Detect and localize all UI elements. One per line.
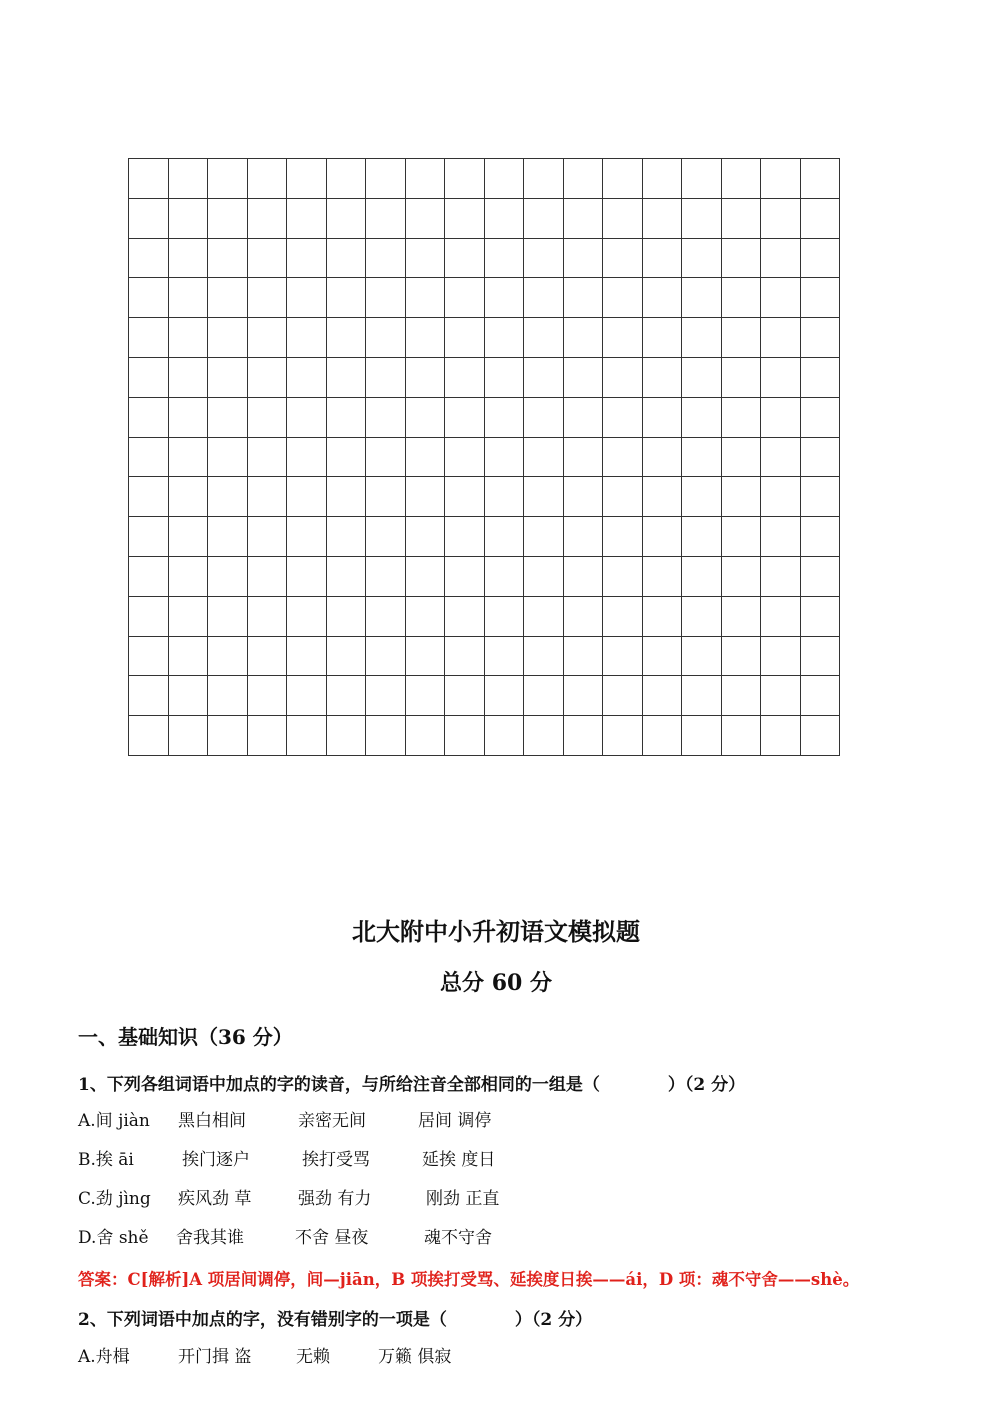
grid-cell [722, 398, 762, 438]
grid-cell [761, 716, 801, 756]
grid-cell [722, 199, 762, 239]
grid-cell [129, 676, 169, 716]
grid-cell [722, 318, 762, 358]
grid-cell [169, 716, 209, 756]
grid-cell [208, 278, 248, 318]
grid-cell [682, 358, 722, 398]
grid-cell [445, 159, 485, 199]
grid-cell [603, 438, 643, 478]
grid-cell [524, 278, 564, 318]
grid-cell [169, 597, 209, 637]
grid-cell [248, 358, 288, 398]
grid-cell [643, 597, 683, 637]
grid-cell [801, 557, 841, 597]
grid-cell [366, 358, 406, 398]
grid-cell [801, 517, 841, 557]
grid-cell [129, 517, 169, 557]
option-word: 亲密无间 [298, 1111, 366, 1131]
grid-cell [169, 358, 209, 398]
grid-cell [445, 239, 485, 279]
grid-cell [248, 477, 288, 517]
grid-cell [761, 239, 801, 279]
option-word: 万籁 俱寂 [378, 1347, 452, 1367]
grid-cell [327, 278, 367, 318]
question-2-stem: 2、下列词语中加点的字，没有错别字的一项是（ ）（2 分） [78, 1310, 593, 1330]
grid-cell [366, 597, 406, 637]
grid-cell [287, 597, 327, 637]
grid-cell [366, 318, 406, 358]
grid-cell [406, 318, 446, 358]
grid-cell [129, 199, 169, 239]
grid-cell [248, 716, 288, 756]
grid-cell [129, 477, 169, 517]
grid-cell [722, 716, 762, 756]
option-label: C.劲 jìng [78, 1189, 151, 1209]
total-score: 总分 60 分 [440, 970, 552, 996]
grid-cell [603, 239, 643, 279]
grid-cell [248, 159, 288, 199]
grid-cell [761, 398, 801, 438]
grid-cell [564, 159, 604, 199]
grid-cell [287, 358, 327, 398]
grid-cell [682, 239, 722, 279]
grid-cell [603, 358, 643, 398]
grid-cell [366, 637, 406, 677]
grid-cell [524, 517, 564, 557]
grid-cell [524, 716, 564, 756]
grid-cell [643, 398, 683, 438]
grid-cell [445, 477, 485, 517]
grid-cell [682, 438, 722, 478]
grid-cell [248, 239, 288, 279]
option-word: 刚劲 正直 [426, 1189, 500, 1209]
grid-cell [129, 637, 169, 677]
grid-cell [603, 597, 643, 637]
grid-cell [524, 597, 564, 637]
grid-cell [366, 159, 406, 199]
grid-cell [248, 517, 288, 557]
grid-cell [406, 358, 446, 398]
grid-cell [682, 597, 722, 637]
grid-cell [287, 637, 327, 677]
grid-cell [682, 517, 722, 557]
grid-cell [524, 398, 564, 438]
grid-cell [524, 239, 564, 279]
grid-cell [485, 637, 525, 677]
grid-cell [524, 438, 564, 478]
grid-cell [169, 438, 209, 478]
grid-cell [603, 716, 643, 756]
grid-cell [524, 199, 564, 239]
grid-cell [248, 318, 288, 358]
grid-cell [603, 637, 643, 677]
grid-cell [801, 676, 841, 716]
question-1-answer: 答案：C[解析]A 项居间调停，间—jiān，B 项挨打受骂、延挨度日挨——ái，D 项：魂不守舍——shè。 [78, 1270, 860, 1289]
grid-cell [564, 517, 604, 557]
grid-cell [643, 637, 683, 677]
grid-cell [564, 716, 604, 756]
grid-cell [603, 159, 643, 199]
grid-cell [406, 676, 446, 716]
grid-cell [722, 239, 762, 279]
grid-cell [801, 318, 841, 358]
grid-cell [761, 517, 801, 557]
grid-cell [287, 318, 327, 358]
grid-cell [485, 278, 525, 318]
grid-cell [722, 517, 762, 557]
grid-cell [603, 517, 643, 557]
grid-cell [524, 637, 564, 677]
grid-cell [445, 517, 485, 557]
grid-cell [129, 358, 169, 398]
grid-cell [485, 517, 525, 557]
grid-cell [129, 716, 169, 756]
option-word: 居间 调停 [418, 1111, 492, 1131]
grid-cell [129, 557, 169, 597]
grid-cell [327, 557, 367, 597]
grid-cell [406, 159, 446, 199]
grid-cell [801, 438, 841, 478]
grid-cell [564, 557, 604, 597]
grid-cell [406, 199, 446, 239]
grid-cell [248, 278, 288, 318]
grid-cell [722, 637, 762, 677]
grid-cell [603, 398, 643, 438]
option-word: 黑白相间 [178, 1111, 246, 1131]
grid-cell [643, 199, 683, 239]
grid-cell [682, 477, 722, 517]
grid-cell [327, 637, 367, 677]
grid-cell [643, 477, 683, 517]
option-word: 舍我其谁 [176, 1228, 244, 1248]
grid-cell [327, 438, 367, 478]
grid-cell [366, 398, 406, 438]
grid-cell [445, 716, 485, 756]
grid-cell [208, 239, 248, 279]
section-heading: 一、基础知识（36 分） [78, 1025, 293, 1049]
grid-cell [564, 278, 604, 318]
grid-cell [248, 398, 288, 438]
grid-cell [722, 597, 762, 637]
grid-cell [761, 318, 801, 358]
grid-cell [208, 517, 248, 557]
grid-cell [682, 398, 722, 438]
grid-cell [682, 716, 722, 756]
grid-cell [248, 199, 288, 239]
grid-cell [445, 557, 485, 597]
exam-title: 北大附中小升初语文模拟题 [352, 917, 640, 946]
grid-cell [445, 318, 485, 358]
grid-cell [682, 637, 722, 677]
grid-cell [603, 676, 643, 716]
grid-cell [722, 159, 762, 199]
grid-cell [761, 557, 801, 597]
grid-cell [485, 716, 525, 756]
grid-cell [801, 199, 841, 239]
grid-cell [366, 199, 406, 239]
option-label: A.舟楫 [78, 1347, 130, 1367]
grid-cell [761, 358, 801, 398]
grid-cell [287, 278, 327, 318]
grid-cell [129, 278, 169, 318]
grid-cell [248, 676, 288, 716]
grid-cell [129, 239, 169, 279]
grid-cell [366, 557, 406, 597]
grid-cell [327, 597, 367, 637]
grid-cell [445, 438, 485, 478]
grid-cell [287, 398, 327, 438]
option-word: 挨打受骂 [302, 1150, 370, 1170]
grid-cell [445, 278, 485, 318]
grid-cell [682, 676, 722, 716]
option-label: D.舍 shě [78, 1228, 149, 1248]
grid-cell [603, 278, 643, 318]
grid-cell [287, 477, 327, 517]
grid-cell [801, 398, 841, 438]
grid-cell [169, 239, 209, 279]
grid-cell [603, 318, 643, 358]
grid-cell [722, 438, 762, 478]
grid-cell [801, 477, 841, 517]
grid-cell [287, 676, 327, 716]
grid-cell [564, 637, 604, 677]
grid-cell [761, 278, 801, 318]
grid-cell [485, 159, 525, 199]
grid-cell [287, 159, 327, 199]
grid-cell [564, 597, 604, 637]
grid-cell [564, 398, 604, 438]
grid-cell [801, 597, 841, 637]
grid-cell [327, 358, 367, 398]
grid-cell [366, 477, 406, 517]
grid-cell [287, 199, 327, 239]
grid-cell [801, 358, 841, 398]
grid-cell [445, 637, 485, 677]
grid-cell [761, 199, 801, 239]
grid-cell [208, 159, 248, 199]
option-word: 延挨 度日 [422, 1150, 496, 1170]
grid-cell [524, 358, 564, 398]
grid-cell [248, 438, 288, 478]
option-word: 不舍 昼夜 [295, 1228, 369, 1248]
grid-cell [722, 676, 762, 716]
grid-cell [564, 438, 604, 478]
grid-cell [129, 597, 169, 637]
grid-cell [208, 438, 248, 478]
grid-cell [643, 239, 683, 279]
grid-cell [445, 676, 485, 716]
grid-cell [485, 438, 525, 478]
option-word: 开门揖 盗 [178, 1347, 252, 1367]
grid-cell [406, 557, 446, 597]
grid-cell [169, 676, 209, 716]
grid-cell [208, 477, 248, 517]
grid-cell [208, 358, 248, 398]
grid-cell [761, 637, 801, 677]
grid-cell [603, 557, 643, 597]
grid-cell [327, 477, 367, 517]
grid-cell [643, 517, 683, 557]
grid-cell [524, 557, 564, 597]
grid-cell [485, 477, 525, 517]
grid-cell [287, 438, 327, 478]
grid-cell [643, 358, 683, 398]
grid-cell [564, 676, 604, 716]
grid-cell [248, 557, 288, 597]
grid-cell [208, 716, 248, 756]
grid-cell [485, 199, 525, 239]
option-label: B.挨 āi [78, 1150, 134, 1170]
grid-cell [485, 557, 525, 597]
grid-cell [643, 318, 683, 358]
grid-cell [169, 159, 209, 199]
grid-cell [129, 398, 169, 438]
grid-cell [485, 358, 525, 398]
grid-cell [524, 318, 564, 358]
grid-cell [169, 318, 209, 358]
grid-cell [564, 239, 604, 279]
grid-cell [722, 557, 762, 597]
grid-cell [722, 358, 762, 398]
grid-cell [366, 716, 406, 756]
grid-cell [682, 557, 722, 597]
grid-cell [327, 239, 367, 279]
grid-cell [406, 477, 446, 517]
grid-cell [169, 637, 209, 677]
grid-cell [485, 239, 525, 279]
grid-cell [406, 517, 446, 557]
grid-cell [169, 557, 209, 597]
option-word: 疾风劲 草 [178, 1189, 252, 1209]
grid-cell [248, 597, 288, 637]
grid-cell [366, 438, 406, 478]
grid-cell [761, 597, 801, 637]
grid-cell [287, 239, 327, 279]
grid-cell [801, 239, 841, 279]
grid-cell [524, 477, 564, 517]
grid-cell [722, 278, 762, 318]
question-1-stem: 1、下列各组词语中加点的字的读音，与所给注音全部相同的一组是（ ）（2 分） [78, 1075, 746, 1095]
option-word: 强劲 有力 [298, 1189, 372, 1209]
grid-cell [366, 517, 406, 557]
grid-cell [603, 199, 643, 239]
grid-cell [366, 239, 406, 279]
grid-cell [406, 597, 446, 637]
grid-cell [129, 438, 169, 478]
grid-cell [643, 676, 683, 716]
grid-cell [169, 199, 209, 239]
grid-cell [485, 597, 525, 637]
grid-cell [287, 517, 327, 557]
grid-cell [208, 199, 248, 239]
grid-cell [129, 318, 169, 358]
grid-cell [366, 676, 406, 716]
grid-cell [722, 477, 762, 517]
grid-cell [208, 398, 248, 438]
grid-cell [801, 637, 841, 677]
grid-cell [564, 318, 604, 358]
grid-cell [208, 597, 248, 637]
grid-cell [406, 239, 446, 279]
grid-cell [643, 557, 683, 597]
grid-cell [208, 318, 248, 358]
grid-cell [564, 477, 604, 517]
grid-cell [445, 398, 485, 438]
grid-cell [643, 278, 683, 318]
grid-cell [248, 637, 288, 677]
grid-cell [327, 517, 367, 557]
option-word: 魂不守舍 [424, 1228, 492, 1248]
option-word: 无赖 [296, 1347, 330, 1367]
grid-cell [169, 278, 209, 318]
grid-cell [682, 199, 722, 239]
grid-cell [445, 597, 485, 637]
grid-cell [208, 676, 248, 716]
grid-cell [129, 159, 169, 199]
grid-cell [327, 318, 367, 358]
grid-cell [366, 278, 406, 318]
grid-cell [208, 557, 248, 597]
grid-cell [169, 477, 209, 517]
grid-cell [643, 159, 683, 199]
grid-cell [682, 278, 722, 318]
grid-cell [643, 438, 683, 478]
grid-cell [406, 716, 446, 756]
grid-cell [485, 676, 525, 716]
grid-cell [801, 716, 841, 756]
grid-cell [406, 398, 446, 438]
grid-cell [801, 278, 841, 318]
grid-cell [761, 159, 801, 199]
option-label: A.间 jiàn [78, 1111, 150, 1131]
grid-cell [406, 278, 446, 318]
writing-grid [128, 158, 840, 756]
grid-cell [643, 716, 683, 756]
grid-cell [287, 557, 327, 597]
grid-cell [485, 398, 525, 438]
grid-cell [406, 637, 446, 677]
grid-cell [761, 676, 801, 716]
grid-cell [169, 517, 209, 557]
grid-cell [327, 716, 367, 756]
grid-cell [327, 676, 367, 716]
grid-cell [327, 199, 367, 239]
grid-cell [406, 438, 446, 478]
grid-cell [445, 358, 485, 398]
grid-cell [208, 637, 248, 677]
grid-cell [801, 159, 841, 199]
grid-cell [327, 398, 367, 438]
grid-cell [524, 676, 564, 716]
grid-cell [169, 398, 209, 438]
grid-cell [524, 159, 564, 199]
grid-cell [761, 438, 801, 478]
grid-cell [682, 318, 722, 358]
grid-cell [287, 716, 327, 756]
grid-cell [761, 477, 801, 517]
grid-cell [445, 199, 485, 239]
grid-cell [603, 477, 643, 517]
grid-cell [327, 159, 367, 199]
grid-cell [682, 159, 722, 199]
grid-cell [564, 199, 604, 239]
grid-cell [564, 358, 604, 398]
option-word: 挨门逐户 [182, 1150, 250, 1170]
grid-cell [485, 318, 525, 358]
